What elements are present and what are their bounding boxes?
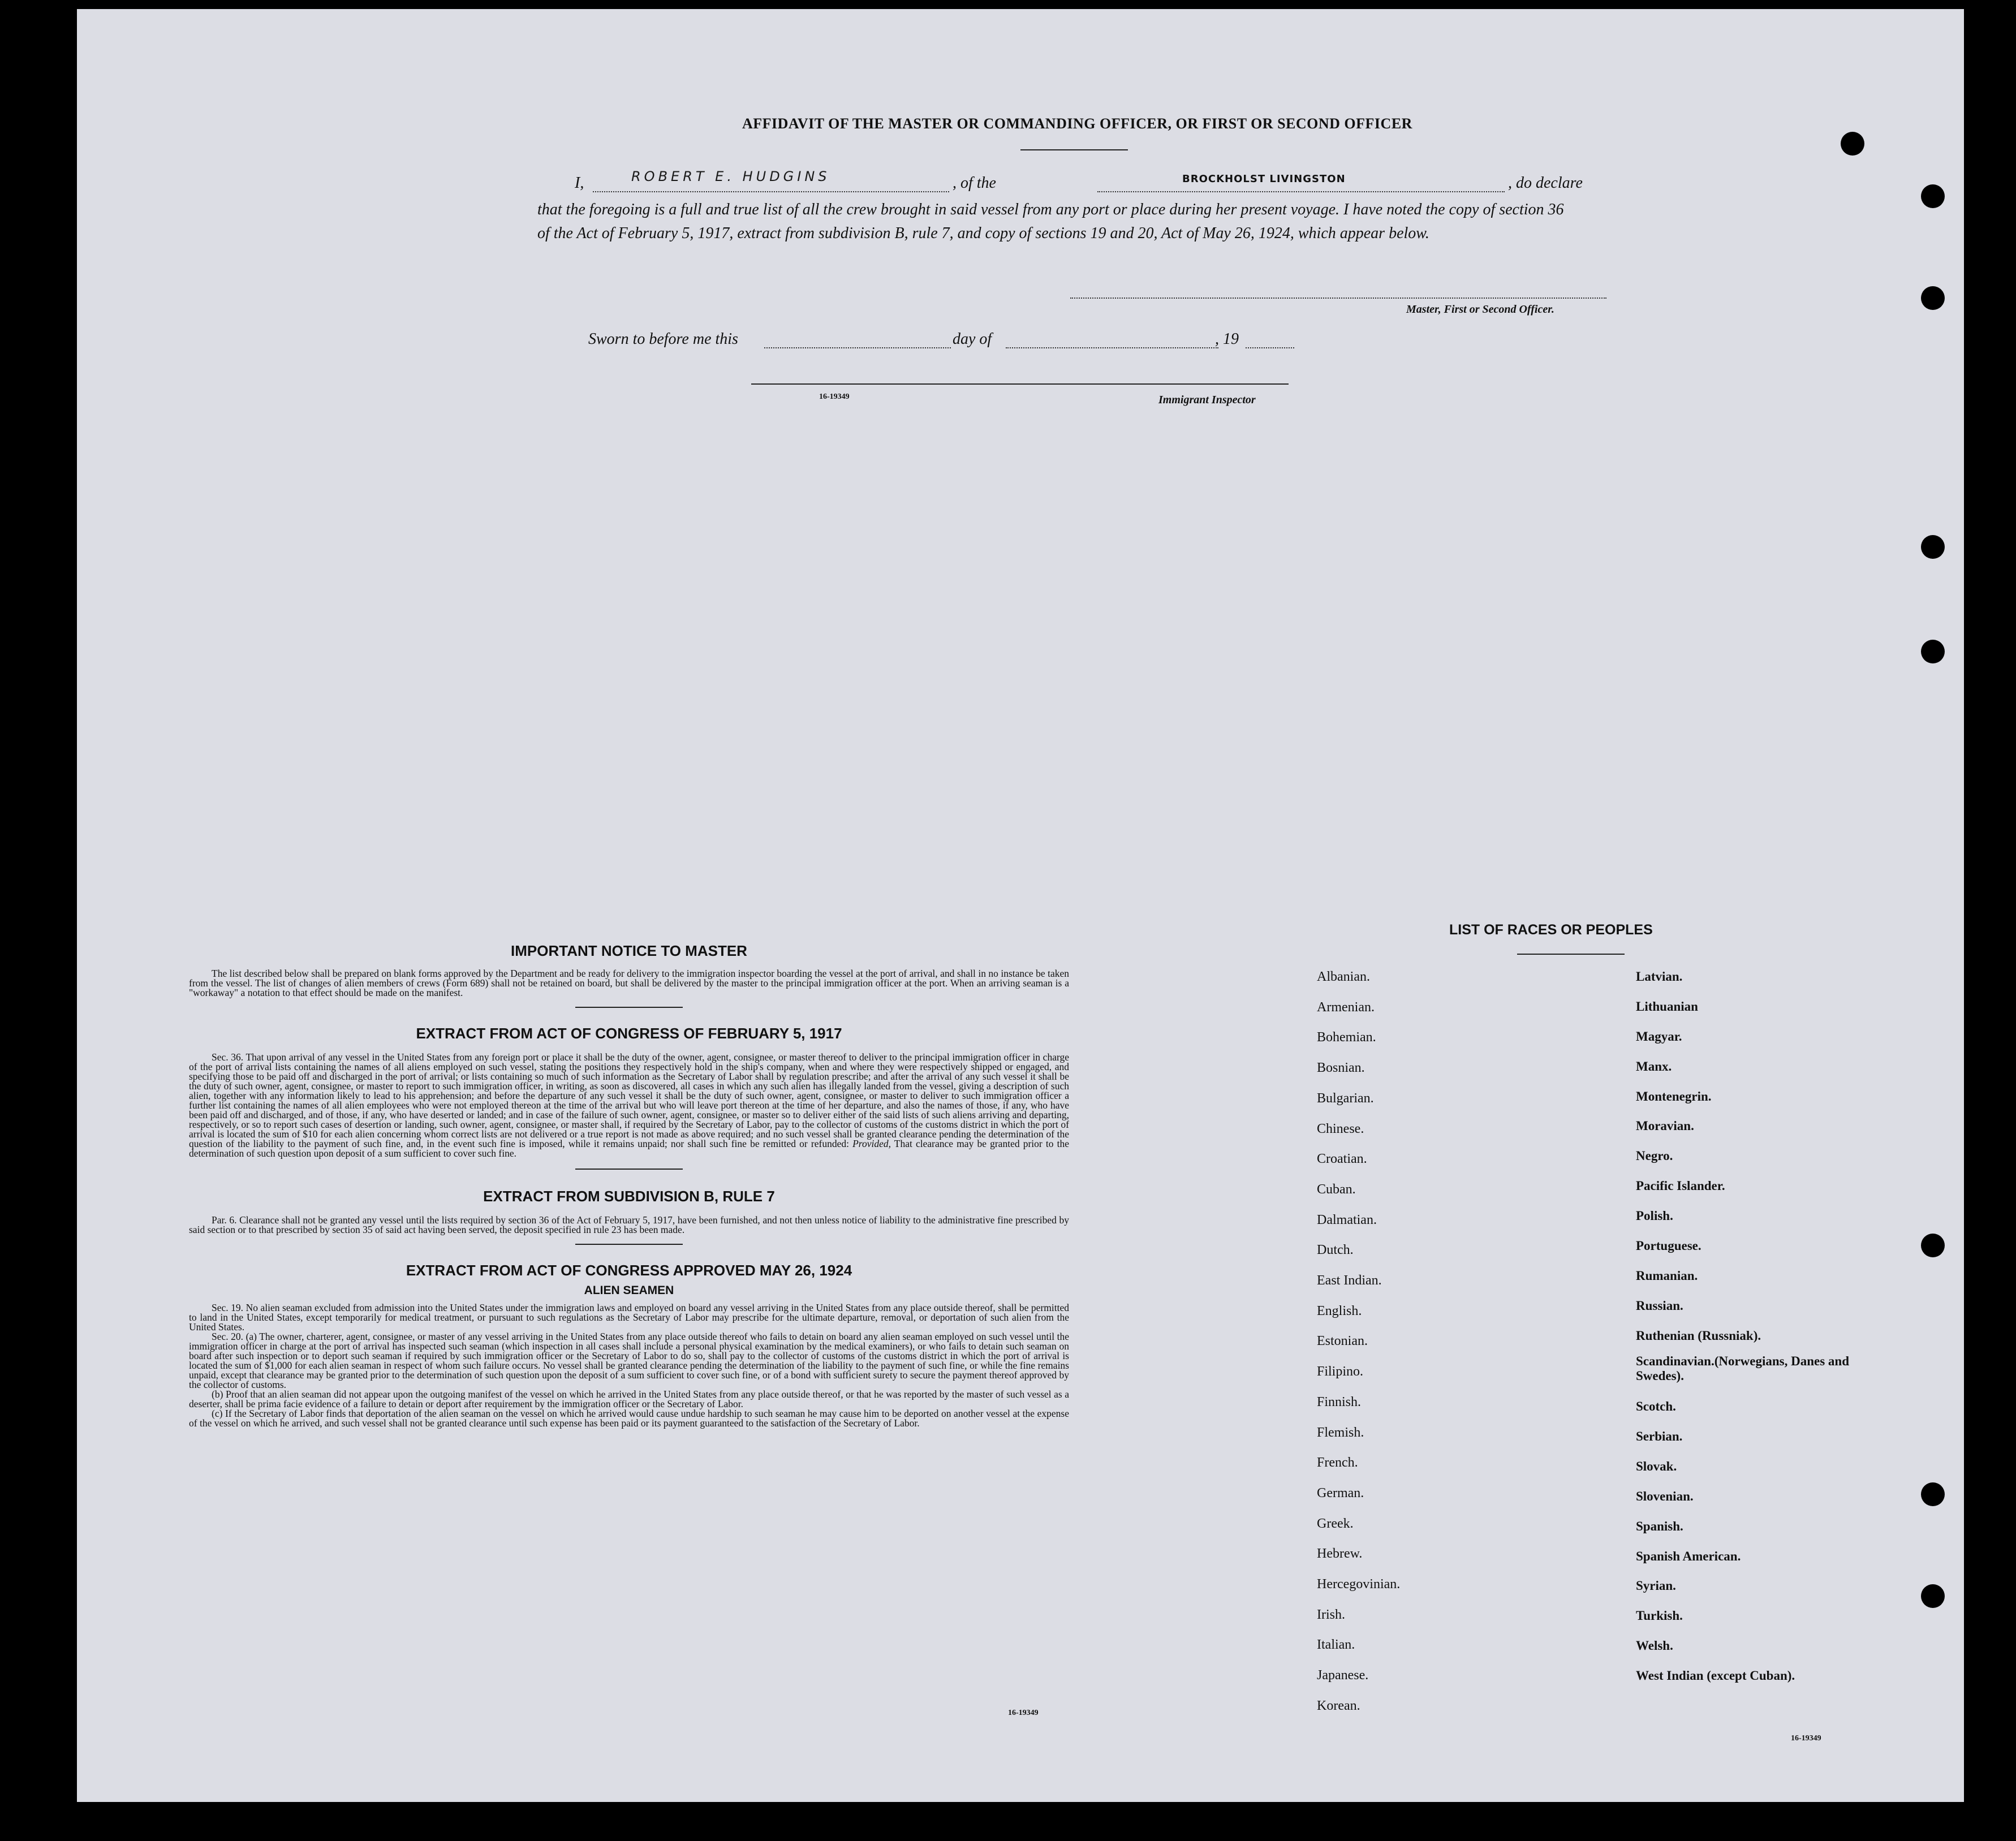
binder-hole-3 xyxy=(1921,286,1945,310)
race-item: Italian. xyxy=(1317,1637,1355,1653)
race-item: Spanish American. xyxy=(1636,1549,1741,1563)
master-signature-line xyxy=(1070,298,1606,299)
affidavit-declare-label: , do declare xyxy=(1508,174,1583,192)
master-signature-caption: Master, First or Second Officer. xyxy=(1406,303,1554,316)
notice-heading: IMPORTANT NOTICE TO MASTER xyxy=(511,942,747,959)
binder-hole-8 xyxy=(1921,1584,1945,1608)
title-underline xyxy=(1020,149,1128,150)
inspector-caption: Immigrant Inspector xyxy=(1158,394,1256,406)
race-item: Turkish. xyxy=(1636,1609,1683,1623)
race-item: Greek. xyxy=(1317,1516,1354,1531)
act-1924-sec19: Sec. 19. No alien seaman excluded from admission into the United States under the immigration laws and employed on board any vessel arriving in the United States from any place outside thereof, shall be permitted to land in the United States, except temporarily for medical treatment, or pursuant to such regulations as the Secretary of Labor may prescribe for the ultimate departure, removal, or deportation of such alien from the United States. xyxy=(189,1302,1069,1333)
binder-hole-6 xyxy=(1921,1234,1945,1257)
act-1917-text-b: That clearance may be granted prior to the determination of such question upon deposit of a sum sufficient to cover such fine. xyxy=(189,1138,1070,1159)
race-item: Hebrew. xyxy=(1317,1546,1363,1562)
race-item: Welsh. xyxy=(1636,1639,1673,1653)
sworn-year-label: , 19 xyxy=(1215,330,1239,348)
sworn-month-line xyxy=(1006,347,1218,348)
affidavit-of-label: , of the xyxy=(953,174,996,192)
notice-divider xyxy=(575,1007,683,1008)
race-item: Manx. xyxy=(1636,1059,1672,1073)
race-item: Magyar. xyxy=(1636,1029,1682,1044)
inspector-signature-line xyxy=(751,383,1289,385)
race-item: Moravian. xyxy=(1636,1119,1694,1133)
binder-hole-2 xyxy=(1921,184,1945,208)
master-name-line xyxy=(593,191,949,192)
binder-hole-7 xyxy=(1921,1482,1945,1506)
act-1924-sec20c: (c) If the Secretary of Labor finds that deportation of the alien seaman on the vessel on which he arrived would cause undue hardship to such seaman he may cause him to be deported on another vessel at the expense of the vessel on which he arrived, and such vessel shall not be granted clearance until such expense has been paid or its payment guaranteed to the satisfaction of the Secretary of Labor. xyxy=(189,1408,1069,1429)
race-item: Bulgarian. xyxy=(1317,1090,1374,1106)
race-item: Bohemian. xyxy=(1317,1030,1376,1045)
race-item: Rumanian. xyxy=(1636,1268,1698,1283)
sworn-day-line xyxy=(764,347,951,348)
notice-column xyxy=(189,942,1069,1428)
race-item: Slovak. xyxy=(1636,1459,1677,1473)
race-item: Montenegrin. xyxy=(1636,1089,1712,1103)
act-1924-sec20b: (b) Proof that an alien seaman did not appear upon the outgoing manifest of the vessel on which he arrived in the United States from any place outside thereof, or that he was reported by the master of such vessel as a deserter, shall be prima facie evidence of a failure to detain or deport after requirement by the immigration officer or the Secretary of Labor. xyxy=(189,1389,1069,1409)
race-item: Portuguese. xyxy=(1636,1239,1701,1253)
act-1917-provided: Provided, xyxy=(852,1138,891,1149)
races-heading-underline xyxy=(1517,954,1625,955)
act-1917-divider xyxy=(575,1169,683,1170)
race-item: Scotch. xyxy=(1636,1399,1676,1414)
race-item: French. xyxy=(1317,1455,1358,1471)
race-item: Croatian. xyxy=(1317,1152,1367,1167)
race-item: Filipino. xyxy=(1317,1364,1364,1379)
race-item: Hercegovinian. xyxy=(1317,1577,1401,1592)
race-item: Bosnian. xyxy=(1317,1060,1365,1076)
races-form-number: 16-19349 xyxy=(1791,1734,1821,1743)
sworn-day-label: day of xyxy=(953,330,992,348)
race-item: Scandinavian.(Norwegians, Danes and Swedes). xyxy=(1636,1353,1850,1383)
act-1917-text-a: Sec. 36. That upon arrival of any vessel in the United States from any foreign port or place it shall be the duty of the owner, agent, consignee, or master thereof to deliver to the principal immigration officer in charge of the port of arrival lists containing the names of all aliens employed on such vessel, stating the positions they respectively hold in the ship's company, when and where they were respectively shipped or engaged, and specifying those to be paid off and discharged in the port of arrival; or lists containing so much of such information as the Secretary of Labor shall by regulation prescribe; and after the arrival of any such vessel it shall be the duty of such owner, agent, consignee, or master to report to such immigration officer, in writing, as soon as discovered, all cases in which any such alien has illegally landed from the vessel, giving a description of such alien, together with any information likely to lead to his apprehension; and before the departure of any such vessel it shall be the duty of such owner, agent, consignee, or master to deliver to such immigration officer a further list containing the names of all alien employees who were not employed thereon at the time of the arrival but who will leave port thereon at the time of her departure, and also the names of those, if any, who have been paid off and discharged, and of those, if any, who have deserted or landed; and in case of the failure of such owner, agent, consignee, or master so to deliver either of the said lists of such aliens arriving and departing, respectively, or so to report such cases of desertion or landing, such owner, agent, consignee, or master shall, if required by the Secretary of Labor, pay to the collector of customs of the customs district in which the port of arrival is located the sum of $10 for each alien concerning whom correct lists are not delivered or a true report is not made as above required; and no such vessel shall be granted clearance pending the determination of the question of the liability to the payment of such fine, and, in the event such fine is imposed, while it remains unpaid; nor shall such fine be remitted or refunded: xyxy=(189,1051,1069,1149)
race-item: Cuban. xyxy=(1317,1182,1356,1197)
race-item: Polish. xyxy=(1636,1209,1673,1223)
race-item: Japanese. xyxy=(1317,1668,1369,1683)
notice-text: The list described below shall be prepared on blank forms approved by the Department and be ready for delivery to the immigration inspector boarding the vessel at the port of arrival, and shall in no instance be taken from the vessel. The list of changes of alien members of crews (Form 689) shall not be retained on board, but shall be delivered by the master to the principal immigration officer at the port. When an arriving seaman is a "workaway" a notation to that effect should be made on the manifest. xyxy=(189,968,1069,998)
race-item: Slovenian. xyxy=(1636,1489,1694,1503)
race-item: Russian. xyxy=(1636,1298,1683,1313)
race-item: West Indian (except Cuban). xyxy=(1636,1668,1795,1683)
race-item: Armenian. xyxy=(1317,999,1375,1015)
race-item: Irish. xyxy=(1317,1607,1345,1622)
race-item: German. xyxy=(1317,1485,1364,1501)
sworn-prefix: Sworn to before me this xyxy=(588,330,738,348)
race-item: Spanish. xyxy=(1636,1519,1683,1533)
affidavit-i-label: I, xyxy=(575,174,584,192)
races-heading: LIST OF RACES OR PEOPLES xyxy=(1449,922,1653,938)
race-item: Pacific Islander. xyxy=(1636,1179,1725,1193)
race-item: Korean. xyxy=(1317,1698,1360,1713)
race-item: East Indian. xyxy=(1317,1273,1382,1288)
affidavit-body: that the foregoing is a full and true list of all the crew brought in said vessel from any port or place during her present voyage. I have noted the copy of section 36 of the Act of February 5, 1917, extract from subdivision B, rule 7, and copy of sections 19 and 20, Act of May 26, 1924, which appear below. xyxy=(537,201,1564,242)
race-item: Latvian. xyxy=(1636,969,1683,984)
sworn-year-line xyxy=(1246,347,1294,348)
race-item: Serbian. xyxy=(1636,1429,1683,1444)
binder-hole-5 xyxy=(1921,640,1945,663)
race-item: English. xyxy=(1317,1303,1362,1318)
race-item: Syrian. xyxy=(1636,1579,1676,1593)
race-item: Flemish. xyxy=(1317,1425,1364,1440)
rule-7-divider xyxy=(575,1244,683,1245)
race-item: Estonian. xyxy=(1317,1334,1368,1349)
document-page xyxy=(77,9,1964,1802)
race-item: Albanian. xyxy=(1317,969,1370,984)
vessel-name-line xyxy=(1097,191,1505,192)
binder-hole-1 xyxy=(1841,132,1864,156)
race-item: Dalmatian. xyxy=(1317,1212,1377,1227)
affidavit-title: AFFIDAVIT OF THE MASTER OR COMMANDING OFFICER, OR FIRST OR SECOND OFFICER xyxy=(742,115,1412,132)
affidavit-form-number: 16-19349 xyxy=(819,393,850,401)
act-1917-text xyxy=(189,1053,1069,1158)
act-1924-heading: EXTRACT FROM ACT OF CONGRESS APPROVED MAY 26, 1924 xyxy=(406,1262,852,1279)
binder-hole-4 xyxy=(1921,535,1945,559)
vessel-name-stamp[interactable]: BROCKHOLST LIVINGSTON xyxy=(1182,173,1346,185)
race-item: Ruthenian (Russniak). xyxy=(1636,1328,1761,1343)
race-item: Finnish. xyxy=(1317,1394,1362,1409)
race-item: Lithuanian xyxy=(1636,999,1698,1014)
act-1924-subheading: ALIEN SEAMEN xyxy=(584,1284,674,1297)
race-item: Dutch. xyxy=(1317,1243,1354,1258)
master-name-field[interactable]: ROBERT E. HUDGINS xyxy=(631,169,830,184)
rule-7-heading: EXTRACT FROM SUBDIVISION B, RULE 7 xyxy=(483,1188,775,1205)
act-1924-sec20a: Sec. 20. (a) The owner, charterer, agent, consignee, or master of any vessel arriving in the United States from any place outside thereof who fails to detain on board any alien seaman employed on such vessel until the immigration officer in charge at the port of arrival has inspected such seaman (which inspection in all cases shall include a personal physical examination by the medical examiners), or who fails to detain such seaman on board after such inspection or to deport such seaman if required by such immigration officer or the Secretary of Labor to do so, shall pay to the collector of customs of the customs district in which the port of arrival is located the sum of $1,000 for each alien seaman in respect of whom such failure occurs. No vessel shall be granted clearance pending the determination of the liability to the payment of such fine, or while the fine remains unpaid, except that clearance may be granted prior to the determination of such question upon the deposit of a sum sufficient to cover such fine, or of a bond with sufficient surety to secure the payment thereof approved by the collector of customs. xyxy=(189,1331,1069,1390)
race-item: Negro. xyxy=(1636,1149,1673,1163)
act-1924-form-number: 16-19349 xyxy=(1008,1709,1039,1717)
rule-7-text: Par. 6. Clearance shall not be granted any vessel until the lists required by section 36 of the Act of February 5, 1917, have been furnished, and not then unless notice of liability to the administrative fine prescribed by said section or to that prescribed by section 35 of said act having been served, the deposit specified in rule 23 has been made. xyxy=(189,1214,1069,1235)
race-item: Chinese. xyxy=(1317,1121,1364,1136)
act-1917-heading: EXTRACT FROM ACT OF CONGRESS OF FEBRUARY 5, 1917 xyxy=(416,1025,842,1042)
